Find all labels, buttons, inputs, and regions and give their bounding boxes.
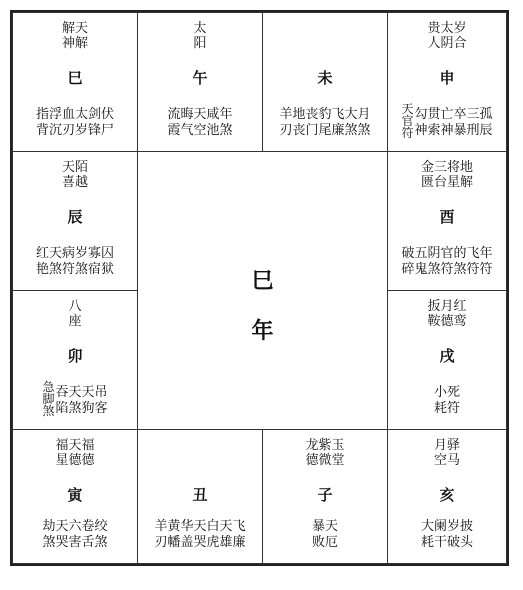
- palace-yin-stars-bottom: 劫天六卷绞 煞哭害舌煞: [42, 519, 108, 550]
- center-year-label: [138, 152, 387, 428]
- palace-mao-stars-top: 八 座: [68, 299, 82, 329]
- palace-hai-stars-bottom: 大阑岁披 耗干破头: [420, 519, 473, 550]
- palace-you-stars-top: 金三将地 匮台星解: [420, 160, 473, 190]
- palace-wei-stars-bottom: 羊地丧豹飞大月 刃丧门尾廉煞煞: [279, 107, 371, 138]
- palace-chen-stars-top: 天陌 喜越: [61, 160, 88, 190]
- palace-chen-branch: 辰: [67, 208, 83, 226]
- palace-yin-branch: 寅: [67, 486, 83, 504]
- palace-you-stars-bottom: 破五阴官的飞年 碎鬼煞符煞符符: [401, 246, 493, 277]
- palace-chou-branch: 丑: [192, 486, 208, 504]
- palace-zi-stars-top: 龙紫玉 德微堂: [305, 438, 345, 468]
- palace-wu-stars-top: 太 阳: [193, 21, 207, 51]
- palace-wu-stars-bottom: 流晦天咸年 霞气空池煞: [167, 107, 233, 138]
- palace-zi-stars-bottom: 暴天 败厄: [311, 519, 338, 550]
- palace-shen: [387, 12, 507, 152]
- palace-yin: [12, 429, 138, 564]
- palace-mao-stars-bottom: 急 脚 煞 吞天天吊 陷煞狗客: [42, 380, 108, 418]
- palace-wei-branch: 未: [317, 69, 333, 87]
- palace-shen-stars-top: 贵太岁 人阴合: [427, 21, 467, 51]
- palace-shen-side-star: 天 官 符: [401, 102, 414, 140]
- palace-si: [12, 12, 138, 152]
- palace-you-branch: 酉: [439, 208, 455, 226]
- palace-you: [387, 151, 507, 291]
- palace-wu: [137, 12, 263, 152]
- palace-yin-stars-top: 福天福 星德德: [55, 438, 95, 468]
- palace-chen: [12, 151, 138, 291]
- palace-shen-branch: 申: [439, 69, 455, 87]
- palace-hai-stars-top: 月驿 空马: [433, 438, 460, 468]
- palace-xu-stars-top: 扳月红 鞍德鸾: [427, 299, 467, 329]
- palace-mao-branch: 卯: [67, 347, 83, 365]
- palace-wu-branch: 午: [192, 69, 208, 87]
- palace-shen-stars-bottom: 天 官 符 勾贯亡卒三孤 神索神暴刑辰: [401, 102, 493, 140]
- palace-zi: [262, 429, 388, 564]
- astrology-chart: [10, 10, 509, 566]
- palace-si-stars-bottom: 指浮血太剑伏 背沉刃岁锋尸: [35, 107, 114, 138]
- palace-si-branch: 巳: [67, 69, 83, 87]
- palace-xu-branch: 戌: [439, 347, 455, 365]
- palace-mao: [12, 290, 138, 430]
- palace-xu-stars-bottom: 小死 耗符: [433, 385, 460, 416]
- palace-hai-branch: 亥: [439, 486, 455, 504]
- palace-si-stars-top: 解天 神解: [61, 21, 88, 51]
- palace-zi-branch: 子: [317, 486, 333, 504]
- palace-mao-side-star: 急 脚 煞: [42, 380, 55, 418]
- palace-hai: [387, 429, 507, 564]
- center-year-char-1: 巳: [251, 269, 274, 294]
- palace-chou-stars-bottom: 羊黄华天白天飞 刃幡盖哭虎雄廉: [154, 519, 246, 550]
- palace-chen-stars-bottom: 红天病岁寡囚 艳煞符煞宿狱: [35, 246, 114, 277]
- palace-xu: [387, 290, 507, 430]
- palace-wei: [262, 12, 388, 152]
- center-year-char-2: 年: [251, 319, 274, 344]
- palace-chou: [137, 429, 263, 564]
